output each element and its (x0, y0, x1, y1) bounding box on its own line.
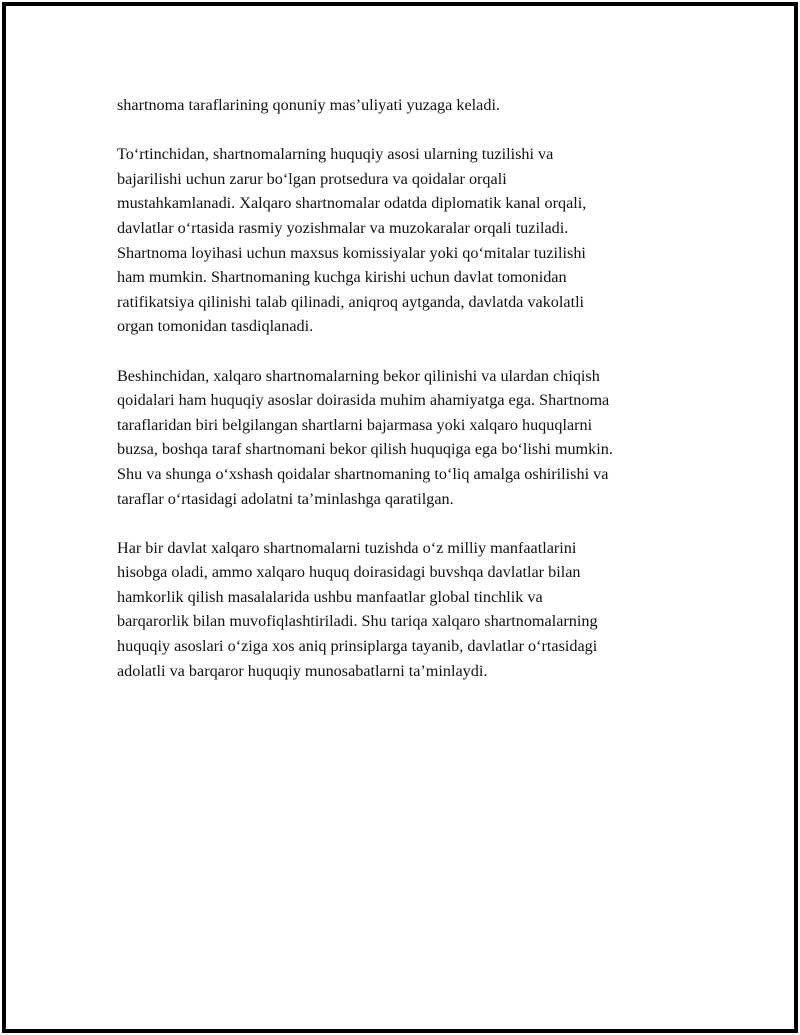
text-line: bajarilishi uchun zarur bo‘lgan protsedura va qoidalar orqali (117, 169, 507, 188)
text-line: hamkorlik qilish masalalarida ushbu manfaatlar global tinchlik va (117, 587, 543, 606)
text-line: hisobga oladi, ammo xalqaro huquq doirasidagi buvshqa davlatlar bilan (117, 563, 581, 582)
text-line: huquqiy asoslari o‘ziga xos aniq prinsiplarga tayanib, davlatlar o‘rtasidagi (117, 637, 598, 656)
paragraph-1 (117, 93, 707, 118)
text-line: mustahkamlanadi. Xalqaro shartnomalar odatda diplomatik kanal orqali, (117, 194, 587, 213)
text-line: taraflar o‘rtasidagi adolatni ta’minlashga qaratilgan. (117, 489, 454, 508)
text-line: adolatli va barqaror huquqiy munosabatlarni ta’minlaydi. (117, 661, 488, 680)
text-line: ratifikatsiya qilinishi talab qilinadi, aniqroq aytganda, davlatda vakolatli (117, 292, 585, 311)
text-line: To‘rtinchidan, shartnomalarning huquqiy asosi ularning tuzilishi va (117, 145, 554, 164)
text-line: qoidalari ham huquqiy asoslar doirasida muhim ahamiyatga ega. Shartnoma (117, 391, 610, 410)
text-line: davlatlar o‘rtasida rasmiy yozishmalar va muzokaralar orqali tuziladi. (117, 218, 569, 237)
text-line: buzsa, boshqa taraf shartnomani bekor qilish huquqiga ega bo‘lishi mumkin. (117, 440, 613, 459)
document-body (117, 93, 707, 708)
text-line: shartnoma taraflarining qonuniy mas’uliyati yuzaga keladi. (117, 96, 500, 114)
text-line: Shartnoma loyihasi uchun maxsus komissiyalar yoki qo‘mitalar tuzilishi (117, 243, 586, 262)
paragraph-2 (117, 142, 707, 339)
paragraph-3 (117, 364, 707, 512)
text-line: barqarorlik bilan muvofiqlashtiriladi. Shu tariqa xalqaro shartnomalarning (117, 612, 598, 631)
text-line: Har bir davlat xalqaro shartnomalarni tuzishda o‘z milliy manfaatlarini (117, 538, 577, 557)
text-line: Shu va shunga o‘xshash qoidalar shartnomaning to‘liq amalga oshirilishi va (117, 464, 609, 483)
text-line: organ tomonidan tasdiqlanadi. (117, 317, 314, 336)
text-line: ham mumkin. Shartnomaning kuchga kirishi uchun davlat tomonidan (117, 268, 567, 287)
text-line: Beshinchidan, xalqaro shartnomalarning bekor qilinishi va ulardan chiqish (117, 366, 600, 385)
paragraph-4 (117, 536, 707, 684)
text-line: taraflaridan biri belgilangan shartlarni bajarmasa yoki xalqaro huquqlarni (117, 415, 593, 434)
